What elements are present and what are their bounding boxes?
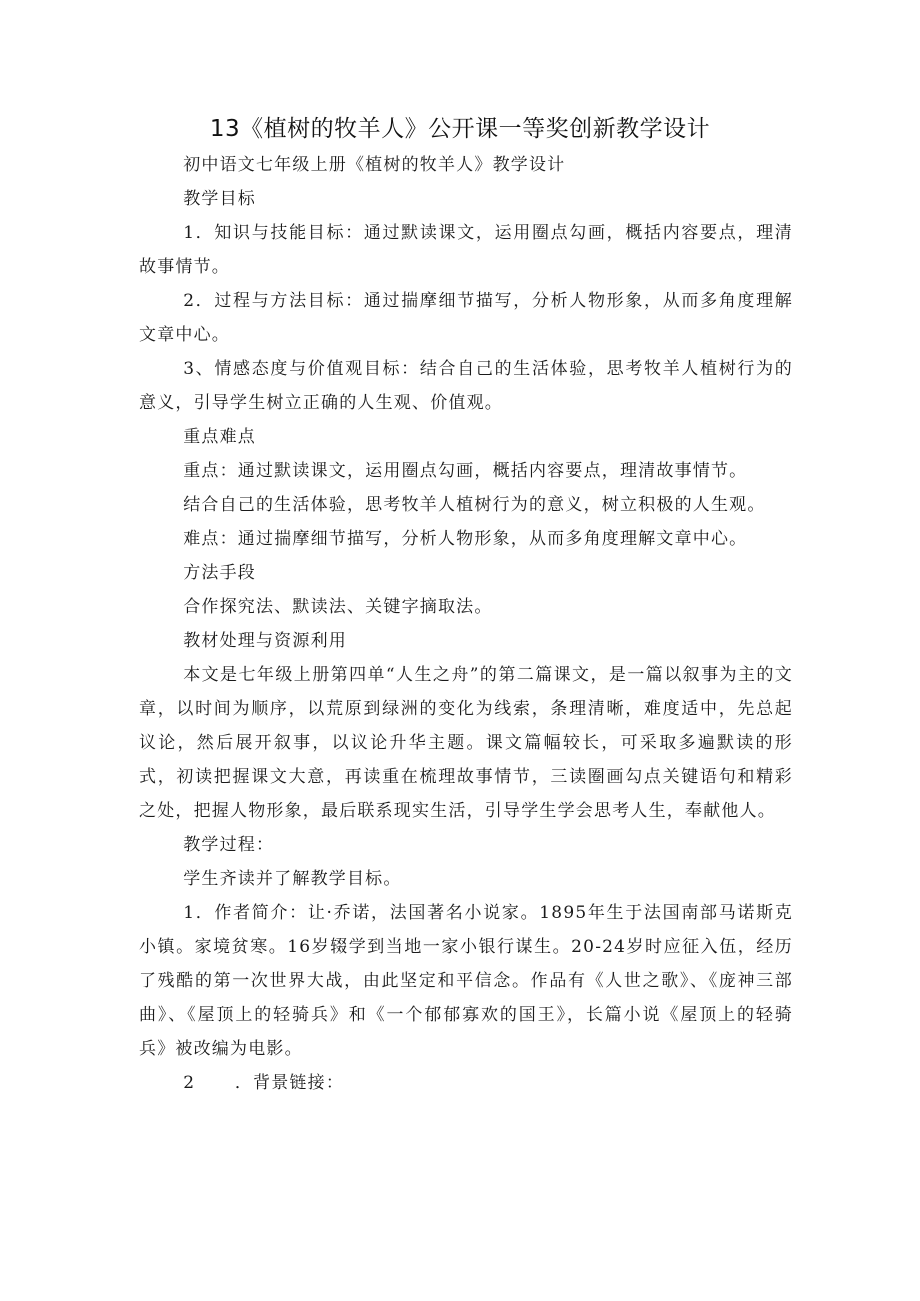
paragraph-methods: 合作探究法、默读法、关键字摘取法。 [183,597,493,617]
heading-material-handling: 教材处理与资源利用 [183,631,347,651]
paragraph-key-point: 重点：通过默读课文，运用圈点勾画，概括内容要点，理清故事情节。 [183,461,748,481]
heading-methods: 方法手段 [183,563,256,583]
paragraph-objective-1: 1．知识与技能目标：通过默读课文，运用圈点勾画，概括内容要点，理清故事情节。 [139,223,793,277]
document-title: 13《植树的牧羊人》公开课一等奖创新教学设计 [209,116,711,142]
document-body [139,148,793,1100]
heading-teaching-objectives: 教学目标 [183,189,256,209]
paragraph-key-point-2: 结合自己的生活体验，思考牧羊人植树行为的意义，树立积极的人生观。 [183,495,766,515]
paragraph-objective-2: 2．过程与方法目标：通过揣摩细节描写，分析人物形象，从而多角度理解文章中心。 [139,291,793,345]
paragraph-read-objectives: 学生齐读并了解教学目标。 [183,869,402,889]
heading-teaching-process: 教学过程： [183,835,275,855]
paragraph-subtitle: 初中语文七年级上册《植树的牧羊人》教学设计 [183,155,566,175]
paragraph-author-intro: 1．作者简介：让·乔诺，法国著名小说家。1895年生于法国南部马诺斯克小镇。家境贫寒。16岁辍学到当地一家小银行谋生。20-24岁时应征入伍，经历了残酷的第一次世界大战，由此坚定和平信念。作品有《人世之歌》、《庞神三部曲》、《屋顶上的轻骑兵》和《一个郁郁寡欢的国王》，长篇小说《屋顶上的轻骑兵》被改编为电影。 [139,903,793,1059]
paragraph-objective-3: 3、情感态度与价值观目标：结合自己的生活体验，思考牧羊人植树行为的意义，引导学生树立正确的人生观、价值观。 [139,359,793,413]
paragraph-background-link: 2 ．背景链接： [183,1073,345,1093]
heading-key-points: 重点难点 [183,427,256,447]
paragraph-difficult-point: 难点：通过揣摩细节描写，分析人物形象，从而多角度理解文章中心。 [183,529,748,549]
paragraph-material-handling: 本文是七年级上册第四单“人生之舟”的第二篇课文，是一篇以叙事为主的文章，以时间为顺序，以荒原到绿洲的变化为线索，条理清晰，难度适中，先总起议论，然后展开叙事，以议论升华主题。课文篇幅较长，可采取多遍默读的形式，初读把握课文大意，再读重在梳理故事情节，三读圈画勾点关键语句和精彩之处，把握人物形象，最后联系现实生活，引导学生学会思考人生，奉献他人。 [139,665,793,821]
